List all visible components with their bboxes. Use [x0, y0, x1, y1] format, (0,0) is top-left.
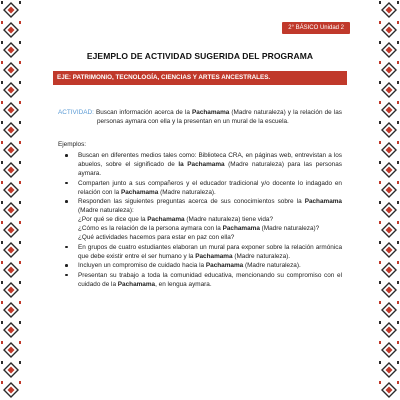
grade-unit-badge: 2° BÁSICO Unidad 2 — [282, 22, 350, 34]
page-title: EJEMPLO DE ACTIVIDAD SUGERIDA DEL PROGRAMA — [86, 51, 314, 61]
list-item: Presentan su trabajo a toda la comunidad educativa, mencionando su compromiso con el cuidado de la Pachamama, en lengua aymara. — [58, 271, 342, 289]
examples-label: Ejemplos: — [58, 141, 87, 148]
question-2: ¿Cómo es la relación de la persona aymara con la Pachamama (Madre naturaleza)? — [78, 225, 320, 232]
list-item: Buscan en diferentes medios tales como: Biblioteca CRA, en páginas web, entrevistan a los abuelos, sobre el significado de la Pachamama (Madre naturaleza) para las personas aymara. — [58, 151, 342, 178]
list-item: En grupos de cuatro estudiantes elaboran un mural para exponer sobre la relación armónica que debe existir entre el ser humano y la Pachamama (Madre naturaleza). — [58, 243, 342, 261]
list-item: Responden las siguientes preguntas acerca de sus conocimientos sobre la Pachamama (Madre naturaleza): ¿Por qué se dice que la Pachamama (Madre naturaleza) tiene vida? ¿Cómo es la relación de la persona aymara con la Pachamama (Madre naturaleza)? ¿Qué actividades hacemos para estar en paz con ella? — [58, 197, 342, 242]
list-item: Comparten junto a sus compañeros y el educador tradicional y/o docente lo indagado en relación con la Pachamama (Madre naturaleza). — [58, 179, 342, 197]
question-1: ¿Por qué se dice que la Pachamama (Madre naturaleza) tiene vida? — [78, 216, 274, 223]
activity-label: ACTIVIDAD: — [58, 109, 94, 116]
examples-list — [58, 151, 342, 289]
activity-description: ACTIVIDAD: Buscan información acerca de la Pachamama (Madre naturaleza) y la relación de las personas aymara con ella y la presentan en un mural de la escuela. — [58, 109, 342, 125]
question-3: ¿Qué actividades hacemos para estar en paz con ella? — [78, 234, 235, 241]
activity-content — [58, 108, 342, 289]
list-item: Incluyen un compromiso de cuidado hacia la Pachamama (Madre naturaleza). — [58, 261, 342, 270]
axis-banner: EJE: PATRIMONIO, TECNOLOGÍA, CIENCIAS Y ARTES ANCESTRALES. — [53, 71, 347, 85]
